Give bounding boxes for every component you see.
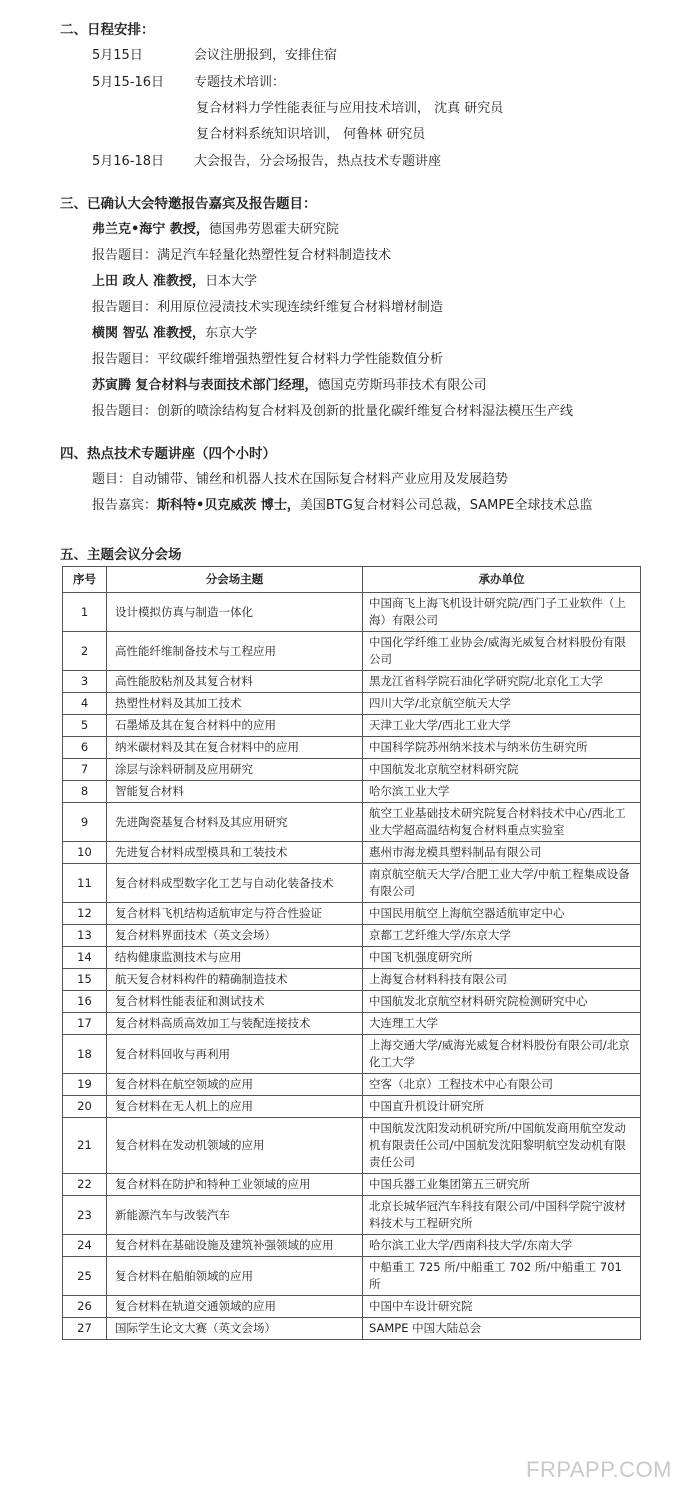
section-3-title: 三、已确认大会特邀报告嘉宾及报告题目： bbox=[60, 196, 317, 212]
speaker-org: 德国弗劳恩霍夫研究院 bbox=[208, 222, 339, 237]
row-organizer: 中国航发北京航空材料研究院检测研究中心 bbox=[363, 991, 641, 1013]
row-topic: 复合材料在防护和特种工业领域的应用 bbox=[107, 1174, 363, 1196]
row-topic: 复合材料在船舶领域的应用 bbox=[107, 1257, 363, 1296]
table-row bbox=[63, 715, 641, 737]
header-organizer: 承办单位 bbox=[363, 567, 641, 593]
row-index: 6 bbox=[63, 737, 107, 759]
table-row bbox=[63, 1318, 641, 1340]
row-index: 7 bbox=[63, 759, 107, 781]
row-topic: 先进陶瓷基复合材料及其应用研究 bbox=[107, 803, 363, 842]
row-organizer: 中船重工 725 所/中船重工 702 所/中船重工 701 所 bbox=[363, 1257, 641, 1296]
row-organizer: SAMPE 中国大陆总会 bbox=[363, 1318, 641, 1340]
guest-label: 报告嘉宾： bbox=[92, 498, 158, 513]
row-index: 10 bbox=[63, 842, 107, 864]
row-organizer: 惠州市海龙模具塑料制品有限公司 bbox=[363, 842, 641, 864]
row-index: 4 bbox=[63, 693, 107, 715]
table-row bbox=[63, 1035, 641, 1074]
speaker-topic: 报告题目：利用原位浸渍技术实现连续纤维复合材料增材制造 bbox=[92, 300, 444, 315]
row-index: 25 bbox=[63, 1257, 107, 1296]
speaker-line bbox=[92, 270, 257, 289]
guest-name: 斯科特•贝克威茨 博士， bbox=[157, 498, 300, 513]
row-index: 8 bbox=[63, 781, 107, 803]
row-organizer: 中国化学纤维工业协会/威海光威复合材料股份有限公司 bbox=[363, 632, 641, 671]
section-2-title: 二、日程安排： bbox=[60, 22, 155, 38]
row-topic: 复合材料性能表征和测试技术 bbox=[107, 991, 363, 1013]
row-organizer: 中国兵器工业集团第五三研究所 bbox=[363, 1174, 641, 1196]
speaker-name: 弗兰克•海宁 教授， bbox=[92, 222, 209, 237]
header-topic: 分会场主题 bbox=[107, 567, 363, 593]
training-item-2: 复合材料系统知识培训， 何鲁林 研究员 bbox=[196, 127, 426, 142]
row-organizer: 南京航空航天大学/合肥工业大学/中航工程集成设备有限公司 bbox=[363, 864, 641, 903]
row-organizer: 中国航发北京航空材料研究院 bbox=[363, 759, 641, 781]
table-row bbox=[63, 925, 641, 947]
row-index: 18 bbox=[63, 1035, 107, 1074]
lecture-guest-line bbox=[92, 494, 592, 513]
schedule-date-2: 5月15-16日 bbox=[92, 75, 165, 90]
row-topic: 石墨烯及其在复合材料中的应用 bbox=[107, 715, 363, 737]
row-index: 23 bbox=[63, 1196, 107, 1235]
table-row bbox=[63, 1096, 641, 1118]
table-row bbox=[63, 803, 641, 842]
row-topic: 复合材料飞机结构适航审定与符合性验证 bbox=[107, 903, 363, 925]
table-row bbox=[63, 864, 641, 903]
table-row bbox=[63, 947, 641, 969]
row-topic: 涂层与涂料研制及应用研究 bbox=[107, 759, 363, 781]
row-topic: 复合材料成型数字化工艺与自动化装备技术 bbox=[107, 864, 363, 903]
row-index: 27 bbox=[63, 1318, 107, 1340]
lecture-topic: 题目：自动铺带、铺丝和机器人技术在国际复合材料产业应用及发展趋势 bbox=[92, 472, 509, 487]
row-index: 1 bbox=[63, 593, 107, 632]
row-index: 21 bbox=[63, 1118, 107, 1174]
table-row bbox=[63, 737, 641, 759]
table-row bbox=[63, 991, 641, 1013]
speaker-org: 东京大学 bbox=[205, 326, 258, 341]
row-index: 19 bbox=[63, 1074, 107, 1096]
row-organizer: 中国航发沈阳发动机研究所/中国航发商用航空发动机有限责任公司/中国航发沈阳黎明航空发动机有限责任公司 bbox=[363, 1118, 641, 1174]
speaker-topic: 报告题目：满足汽车轻量化热塑性复合材料制造技术 bbox=[92, 248, 392, 263]
row-topic: 复合材料在轨道交通领域的应用 bbox=[107, 1296, 363, 1318]
watermark: FRPAPP.COM bbox=[526, 1457, 672, 1482]
row-topic: 高性能纤维制备技术与工程应用 bbox=[107, 632, 363, 671]
table-row bbox=[63, 1013, 641, 1035]
speaker-topic: 报告题目：平纹碳纤维增强热塑性复合材料力学性能数值分析 bbox=[92, 352, 444, 367]
row-index: 22 bbox=[63, 1174, 107, 1196]
table-row bbox=[63, 969, 641, 991]
row-topic: 复合材料在发动机领域的应用 bbox=[107, 1118, 363, 1174]
row-organizer: 北京长城华冠汽车科技有限公司/中国科学院宁波材料技术与工程研究所 bbox=[363, 1196, 641, 1235]
row-topic: 新能源汽车与改装汽车 bbox=[107, 1196, 363, 1235]
speaker-line bbox=[92, 322, 257, 341]
row-topic: 复合材料在航空领域的应用 bbox=[107, 1074, 363, 1096]
row-index: 9 bbox=[63, 803, 107, 842]
row-index: 14 bbox=[63, 947, 107, 969]
table-row bbox=[63, 1074, 641, 1096]
speaker-name: 苏寅腾 复合材料与表面技术部门经理， bbox=[92, 378, 318, 393]
row-index: 2 bbox=[63, 632, 107, 671]
row-organizer: 天津工业大学/西北工业大学 bbox=[363, 715, 641, 737]
row-index: 3 bbox=[63, 671, 107, 693]
table-row bbox=[63, 1296, 641, 1318]
row-index: 26 bbox=[63, 1296, 107, 1318]
table-row bbox=[63, 632, 641, 671]
table-row bbox=[63, 1235, 641, 1257]
table-row bbox=[63, 903, 641, 925]
row-organizer: 哈尔滨工业大学 bbox=[363, 781, 641, 803]
schedule-date-1: 5月15日 bbox=[92, 48, 143, 63]
table-header-row bbox=[63, 567, 641, 593]
row-topic: 复合材料在基础设施及建筑补强领域的应用 bbox=[107, 1235, 363, 1257]
table-row bbox=[63, 1118, 641, 1174]
speaker-name: 横関 智弘 准教授， bbox=[92, 326, 206, 341]
row-organizer: 空客（北京）工程技术中心有限公司 bbox=[363, 1074, 641, 1096]
row-topic: 设计模拟仿真与制造一体化 bbox=[107, 593, 363, 632]
row-organizer: 京都工艺纤维大学/东京大学 bbox=[363, 925, 641, 947]
row-organizer: 四川大学/北京航空航天大学 bbox=[363, 693, 641, 715]
training-item-1: 复合材料力学性能表征与应用技术培训， 沈真 研究员 bbox=[196, 101, 504, 116]
row-topic: 国际学生论文大赛（英文会场） bbox=[107, 1318, 363, 1340]
row-organizer: 上海交通大学/威海光威复合材料股份有限公司/北京化工大学 bbox=[363, 1035, 641, 1074]
row-organizer: 中国商飞上海飞机设计研究院/西门子工业软件（上海）有限公司 bbox=[363, 593, 641, 632]
schedule-text-2: 专题技术培训： bbox=[194, 75, 286, 90]
row-topic: 复合材料界面技术（英文会场） bbox=[107, 925, 363, 947]
row-organizer: 中国科学院苏州纳米技术与纳米仿生研究所 bbox=[363, 737, 641, 759]
speaker-org: 日本大学 bbox=[205, 274, 258, 289]
table-row bbox=[63, 693, 641, 715]
row-index: 13 bbox=[63, 925, 107, 947]
table-row bbox=[63, 759, 641, 781]
row-organizer: 中国中车设计研究院 bbox=[363, 1296, 641, 1318]
row-organizer: 上海复合材料科技有限公司 bbox=[363, 969, 641, 991]
row-organizer: 航空工业基础技术研究院复合材料技术中心/西北工业大学超高温结构复合材料重点实验室 bbox=[363, 803, 641, 842]
row-organizer: 中国民用航空上海航空器适航审定中心 bbox=[363, 903, 641, 925]
row-organizer: 中国直升机设计研究所 bbox=[363, 1096, 641, 1118]
row-topic: 先进复合材料成型模具和工装技术 bbox=[107, 842, 363, 864]
row-index: 24 bbox=[63, 1235, 107, 1257]
table-row bbox=[63, 1174, 641, 1196]
speaker-org: 德国克劳斯玛菲技术有限公司 bbox=[317, 378, 487, 393]
row-organizer: 大连理工大学 bbox=[363, 1013, 641, 1035]
speaker-line bbox=[92, 218, 339, 237]
row-index: 15 bbox=[63, 969, 107, 991]
speaker-line bbox=[92, 374, 487, 393]
row-index: 16 bbox=[63, 991, 107, 1013]
row-topic: 结构健康监测技术与应用 bbox=[107, 947, 363, 969]
header-index: 序号 bbox=[63, 567, 107, 593]
table-row bbox=[63, 842, 641, 864]
speaker-name: 上田 政人 准教授， bbox=[92, 274, 206, 289]
schedule-text-1: 会议注册报到，安排住宿 bbox=[194, 48, 338, 63]
row-topic: 高性能胶粘剂及其复合材料 bbox=[107, 671, 363, 693]
table-row bbox=[63, 671, 641, 693]
speaker-topic: 报告题目：创新的喷涂结构复合材料及创新的批量化碳纤维复合材料湿法模压生产线 bbox=[92, 404, 574, 419]
row-topic: 复合材料在无人机上的应用 bbox=[107, 1096, 363, 1118]
row-index: 12 bbox=[63, 903, 107, 925]
row-organizer: 中国飞机强度研究所 bbox=[363, 947, 641, 969]
table-row bbox=[63, 1257, 641, 1296]
schedule-text-3: 大会报告，分会场报告，热点技术专题讲座 bbox=[194, 154, 442, 169]
table-row bbox=[63, 1196, 641, 1235]
row-topic: 航天复合材料构件的精确制造技术 bbox=[107, 969, 363, 991]
schedule-date-3: 5月16-18日 bbox=[92, 154, 165, 169]
row-index: 5 bbox=[63, 715, 107, 737]
guest-org: 美国BTG复合材料公司总裁，SAMPE全球技术总监 bbox=[299, 498, 593, 513]
row-index: 20 bbox=[63, 1096, 107, 1118]
table-row bbox=[63, 593, 641, 632]
row-topic: 复合材料高质高效加工与装配连接技术 bbox=[107, 1013, 363, 1035]
section-4-title: 四、热点技术专题讲座（四个小时） bbox=[60, 446, 276, 462]
row-index: 11 bbox=[63, 864, 107, 903]
table-row bbox=[63, 781, 641, 803]
row-topic: 智能复合材料 bbox=[107, 781, 363, 803]
row-topic: 复合材料回收与再利用 bbox=[107, 1035, 363, 1074]
sessions-table bbox=[62, 566, 641, 1340]
row-topic: 热塑性材料及其加工技术 bbox=[107, 693, 363, 715]
row-index: 17 bbox=[63, 1013, 107, 1035]
section-5-title: 五、主题会议分会场 bbox=[60, 547, 182, 563]
row-organizer: 黑龙江省科学院石油化学研究院/北京化工大学 bbox=[363, 671, 641, 693]
row-organizer: 哈尔滨工业大学/西南科技大学/东南大学 bbox=[363, 1235, 641, 1257]
row-topic: 纳米碳材料及其在复合材料中的应用 bbox=[107, 737, 363, 759]
